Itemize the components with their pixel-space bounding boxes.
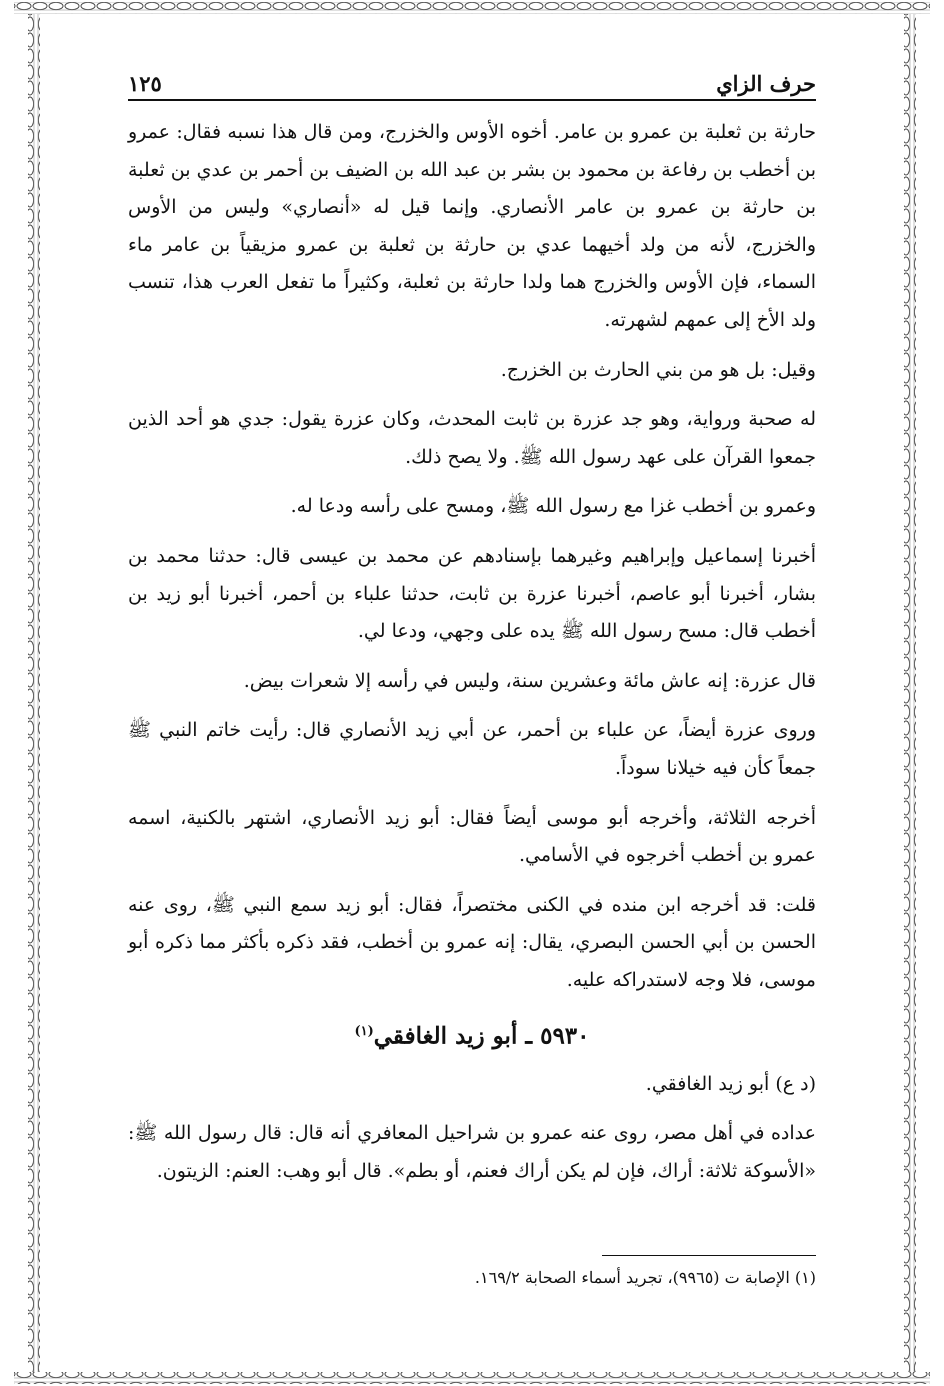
paragraph: أخبرنا إسماعيل وإبراهيم وغيرهما بإسنادهم عن محمد بن عيسى قال: حدثنا محمد بن بشار، أخبرنا أبو عاصم، أخبرنا عزرة بن ثابت، حدثنا علباء بن أحمر، أخبرنا أبو زيد بن أخطب قال: مسح رسول الله ﷺ يده على وجهي، ودعا لي. (128, 544, 816, 643)
running-title: حرف الزاي (716, 71, 816, 96)
paragraph: وعمرو بن أخطب غزا مع رسول الله ﷺ، ومسح على رأسه ودعا له. (290, 495, 816, 518)
main-text (128, 114, 816, 1203)
paragraph: وروى عزرة أيضاً، عن علباء بن أحمر، عن أبي زيد الأنصاري قال: رأيت خاتم النبي ﷺ جمعاً كأن فيه خيلانا سوداً. (128, 719, 816, 779)
paragraph: (د ع) أبو زيد الغافقي. (645, 1072, 816, 1095)
entry-heading-text: ٥٩٣٠ ـ أبو زيد الغافقي (373, 1023, 590, 1051)
paragraph: له صحبة ورواية، وهو جد عزرة بن ثابت المحدث، وكان عزرة يقول: جدي هو أحد الذين جمعوا القرآن على عهد رسول الله ﷺ. ولا يصح ذلك. (128, 408, 816, 468)
header-rule (128, 99, 816, 101)
paragraph: حارثة بن ثعلبة بن عمرو بن عامر. أخوه الأوس والخزرج، ومن قال هذا نسبه فقال: عمرو بن أخطب بن رفاعة بن محمود بن بشر بن عبد الله بن الضيف بن أحمر بن عدي بن ثعلبة بن حارثة بن عمرو بن عامر الأنصاري. وإنما قيل له «أنصاري» وليس من الأوس والخزرج، لأنه من ولد أخيهما عدي بن حارثة بن ثعلبة بن عمرو مزيقياً بن عامر ماء السماء، فإن الأوس والخزرج هما ولدا حارثة بن ثعلبة، وكثيراً ما تفعل العرب هذا، تنسب ولد الأخ إلى عمهم لشهرته. (128, 121, 817, 331)
paragraph: أخرجه الثلاثة، وأخرجه أبو موسى أيضاً فقال: أبو زيد الأنصاري، اشتهر بالكنية، اسمه عمرو بن أخطب أخرجوه في الأسامي. (128, 806, 816, 867)
page-header (128, 62, 816, 96)
entry-heading (128, 1013, 816, 1055)
footnote: (١) الإصابة ت (٩٩٦٥)، تجريد أسماء الصحابة ١٦٩/٢. (474, 1268, 816, 1287)
paragraph: عداده في أهل مصر، روى عنه عمرو بن شراحيل المعافري أنه قال: قال رسول الله ﷺ: «الأسوكة ثلاثة: أراك، فإن لم يكن أراك فعنم، أو بطم». قال أبو وهب: العنم: الزيتون. (128, 1122, 816, 1182)
paragraph: وقيل: بل هو من بني الحارث بن الخزرج. (500, 358, 816, 381)
footnote-rule (602, 1255, 816, 1256)
paragraph: قلت: قد أخرجه ابن منده في الكنى مختصراً، فقال: أبو زيد سمع النبي ﷺ، روى عنه الحسن بن أبي الحسن البصري، يقال: إنه عمرو بن أخطب، فقد ذكره بأكثر مما ذكره أبو موسى، فلا وجه لاستدراكه عليه. (128, 893, 816, 991)
paragraph: قال عزرة: إنه عاش مائة وعشرين سنة، وليس في رأسه إلا شعرات بيض. (243, 669, 816, 692)
page-number: ١٢٥ (128, 71, 162, 96)
footnote-marker: (١) (354, 1024, 374, 1040)
